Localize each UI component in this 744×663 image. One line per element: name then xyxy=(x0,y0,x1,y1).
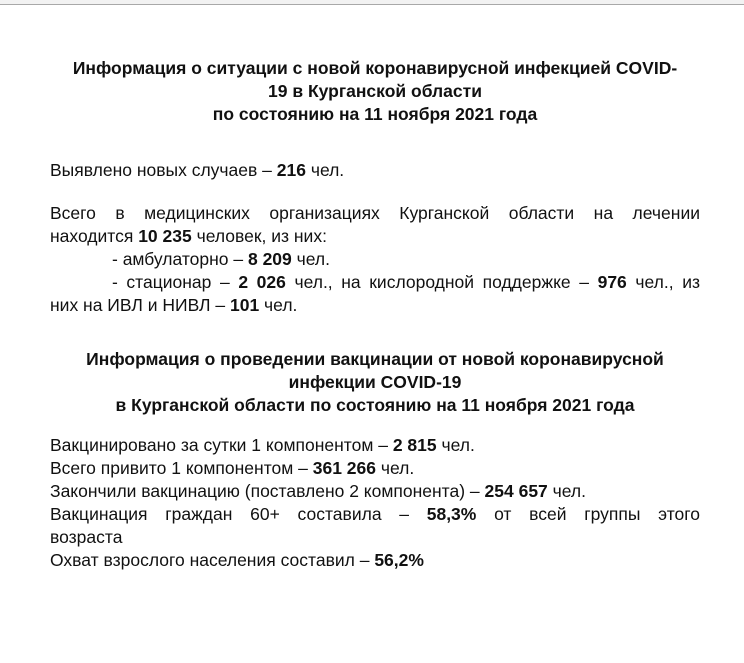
outpatient-value: 8 209 xyxy=(247,249,292,269)
unit: чел. xyxy=(259,295,298,315)
completed-value: 254 657 xyxy=(484,481,548,501)
top-border xyxy=(0,0,744,5)
unit: чел. xyxy=(376,458,415,478)
heading-line: по состоянию на 11 ноября 2021 года xyxy=(212,104,538,124)
label: человек, из них: xyxy=(191,226,327,246)
unit: чел. xyxy=(436,435,475,455)
unit: чел. xyxy=(305,160,345,180)
daily-vaccinated-value: 2 815 xyxy=(392,435,437,455)
label: Охват взрослого населения составил – xyxy=(50,550,375,570)
label: Вакцинировано за сутки 1 компонентом – xyxy=(50,435,393,455)
ventilator-value: 101 xyxy=(229,295,260,315)
first-component-value: 361 266 xyxy=(312,458,377,478)
seniors-line xyxy=(50,503,700,526)
seniors-line2: возраста xyxy=(50,527,123,547)
heading-line: Информация о ситуации с новой коронавирусной инфекцией COVID- xyxy=(72,58,678,78)
heading-line: Информация о проведении вакцинации от новой коронавирусной xyxy=(86,349,664,369)
unit: чел. xyxy=(547,481,587,501)
inpatient-value: 2 026 xyxy=(238,272,286,292)
new-cases-paragraph xyxy=(50,159,700,182)
inpatient-line xyxy=(50,271,700,294)
treatment-line1: Всего в медицинских организациях Курганской области на лечении xyxy=(50,203,700,223)
label: них на ИВЛ и НИВЛ – xyxy=(50,295,230,315)
label: от всей группы этого xyxy=(476,504,701,524)
label: Вакцинация граждан 60+ составила – xyxy=(50,504,427,524)
outpatient-line xyxy=(50,248,700,271)
seniors-value: 58,3% xyxy=(426,504,477,524)
label: Закончили вакцинацию (поставлено 2 компонента) – xyxy=(50,481,485,501)
heading-line: инфекции COVID-19 xyxy=(288,372,462,392)
label: - стационар – xyxy=(112,272,239,292)
vaccination-heading xyxy=(50,348,700,417)
unit: чел. xyxy=(291,249,330,269)
label: - амбулаторно – xyxy=(112,249,248,269)
label: Всего привито 1 компонентом – xyxy=(50,458,313,478)
adult-coverage-line xyxy=(50,549,700,572)
label: чел., из xyxy=(626,272,701,292)
label: Выявлено новых случаев – xyxy=(50,160,277,180)
treatment-paragraph xyxy=(50,202,700,317)
heading-line: в Курганской области по состоянию на 11 ноября 2021 года xyxy=(115,395,635,415)
vaccination-stats xyxy=(50,434,700,572)
new-cases-value: 216 xyxy=(276,160,306,180)
total-treatment-value: 10 235 xyxy=(138,226,192,246)
ventilator-line xyxy=(50,294,700,317)
covid-situation-heading xyxy=(50,57,700,126)
adult-coverage-value: 56,2% xyxy=(374,550,424,570)
oxygen-value: 976 xyxy=(597,272,627,292)
label: чел., на кислородной поддержке – xyxy=(285,272,598,292)
heading-line: 19 в Курганской области xyxy=(268,81,482,101)
first-component-line xyxy=(50,457,700,480)
label: находится xyxy=(50,226,139,246)
completed-line xyxy=(50,480,700,503)
daily-vaccinated-line xyxy=(50,434,700,457)
